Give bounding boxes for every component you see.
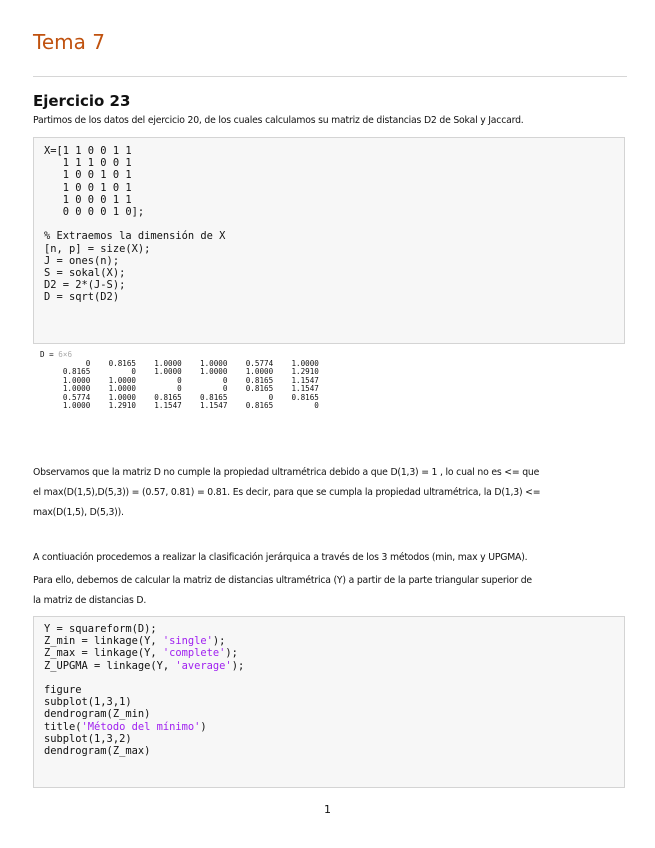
- code-line: [n, p] = size(X);: [44, 242, 151, 255]
- code-block-2: [33, 616, 625, 788]
- output-row: 0 0.8165 1.0000 1.0000 0.5774 1.0000: [40, 358, 319, 368]
- distance-paragraph: [33, 571, 627, 611]
- code-line: [44, 218, 614, 230]
- code-line: subplot(1,3,2): [44, 732, 132, 745]
- ultrametric-paragraph: [33, 463, 627, 523]
- output-dimensions: 6×6: [58, 350, 73, 359]
- code-line: subplot(1,3,1): [44, 696, 132, 709]
- code-line: 1 1 1 0 0 1: [44, 157, 132, 170]
- code-line: dendrogram(Z_min): [44, 708, 151, 721]
- paragraph-line: el max(D(1,5),D(5,3)) = (0.57, 0.81) = 0.81. Es decir, para que se cumpla la propiedad ultramétrica, la D(1,3) <=: [33, 487, 541, 498]
- output-row: 1.0000 1.0000 0 0 0.8165 1.1547: [40, 375, 319, 385]
- paragraph-line: max(D(1,5), D(5,3)).: [33, 507, 124, 518]
- code-line: D2 = 2*(J-S);: [44, 279, 126, 292]
- code-line: S = sokal(X);: [44, 266, 126, 279]
- code-line: Y = squareform(D);: [44, 623, 157, 635]
- code-line: dendrogram(Z_max): [44, 744, 151, 757]
- code-line: 0 0 0 0 1 0];: [44, 205, 145, 218]
- code-block-1: [33, 137, 625, 344]
- output-row: 1.0000 1.0000 0 0 0.8165 1.1547: [40, 384, 319, 393]
- code-line: 1 0 0 1 0 1: [44, 181, 132, 194]
- paragraph-line: Para ello, debemos de calcular la matriz de distancias ultramétrica (Y) a partir de la parte triangular superior de: [33, 575, 532, 586]
- code-line: [44, 672, 614, 684]
- output-row: 0.5774 1.0000 0.8165 0.8165 0 0.8165: [40, 392, 319, 402]
- code-line: Z_UPGMA = linkage(Y, 'average');: [44, 659, 245, 672]
- code-line: 1 0 0 1 0 1: [44, 169, 132, 182]
- paragraph-line: Observamos que la matriz D no cumple la propiedad ultramétrica debido a que D(1,3) = 1 , lo cual no es <= que: [33, 467, 540, 478]
- page-number: 1: [324, 803, 331, 816]
- code-line: J = ones(n);: [44, 254, 120, 267]
- title-divider: [33, 76, 627, 77]
- section-title: Ejercicio 23: [33, 92, 131, 110]
- methods-paragraph: A contiuación procedemos a realizar la clasificación jerárquica a través de los 3 métodos (min, max y UPGMA).: [33, 552, 528, 563]
- paragraph-line: la matriz de distancias D.: [33, 595, 147, 606]
- output-row: 0.8165 0 1.0000 1.0000 1.0000 1.2910: [40, 367, 319, 376]
- code-line: title('Método del mínimo'): [44, 720, 207, 733]
- code-comment: % Extraemos la dimensión de X: [44, 230, 226, 243]
- code-output: [40, 351, 319, 411]
- code-line: Z_min = linkage(Y, 'single');: [44, 635, 226, 648]
- code-line: Z_max = linkage(Y, 'complete');: [44, 647, 238, 660]
- output-row: 1.0000 1.2910 1.1547 1.1547 0.8165 0: [40, 401, 319, 410]
- code-line: figure: [44, 683, 82, 696]
- code-line: 1 0 0 0 1 1: [44, 193, 132, 206]
- output-header: D =: [40, 350, 59, 359]
- code-line: X=[1 1 0 0 1 1: [44, 145, 132, 157]
- page-title: Tema 7: [33, 30, 105, 54]
- code-line: D = sqrt(D2): [44, 291, 120, 304]
- intro-paragraph: Partimos de los datos del ejercicio 20, de los cuales calculamos su matriz de distancias D2 de Sokal y Jaccard.: [33, 115, 524, 126]
